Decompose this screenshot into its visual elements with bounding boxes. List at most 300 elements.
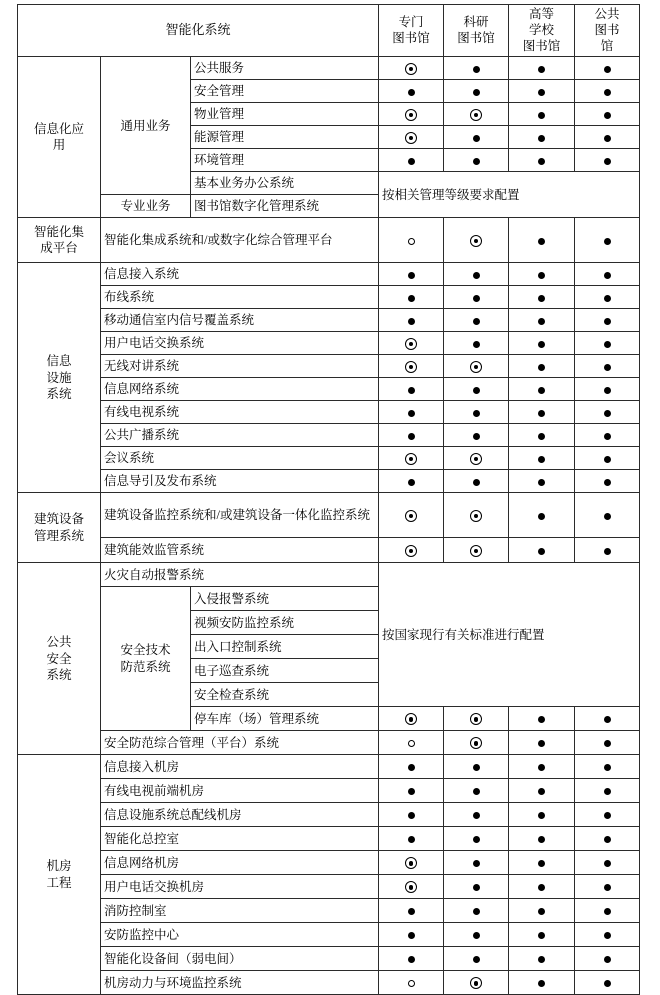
mark-filled-icon bbox=[408, 387, 415, 394]
mark-cell-col1 bbox=[379, 779, 444, 803]
mark-filled-icon bbox=[538, 740, 545, 747]
mark-cell-col2 bbox=[444, 947, 509, 971]
mark-filled-icon bbox=[538, 884, 545, 891]
mark-cell-col2 bbox=[444, 401, 509, 424]
mark-filled-icon bbox=[538, 238, 545, 245]
section-label-info-facility: 信息 设施 系统 bbox=[18, 263, 101, 493]
section-label-informatization: 信息化应 用 bbox=[18, 57, 101, 218]
mark-filled-icon bbox=[538, 341, 545, 348]
section-label-public-security: 公共 安全 系统 bbox=[18, 563, 101, 755]
mark-filled-icon bbox=[408, 295, 415, 302]
mark-dot-circle-icon bbox=[470, 977, 482, 989]
mark-cell-col2 bbox=[444, 355, 509, 378]
table-row bbox=[18, 218, 640, 263]
mark-cell-col3 bbox=[509, 103, 575, 126]
item-label: 会议系统 bbox=[101, 447, 379, 470]
table-row bbox=[18, 424, 640, 447]
header-column-3: 高等 学校 图书馆 bbox=[509, 5, 575, 57]
mark-filled-icon bbox=[604, 66, 611, 73]
mark-filled-icon bbox=[538, 479, 545, 486]
mark-cell-col1 bbox=[379, 447, 444, 470]
mark-hollow-icon bbox=[408, 740, 415, 747]
mark-filled-icon bbox=[538, 387, 545, 394]
section-label-building-equipment: 建筑设备 管理系统 bbox=[18, 493, 101, 563]
table-row bbox=[18, 332, 640, 355]
mark-filled-icon bbox=[604, 884, 611, 891]
mark-cell-col2 bbox=[444, 755, 509, 779]
mark-dot-circle-icon bbox=[470, 109, 482, 121]
mark-cell-col2 bbox=[444, 447, 509, 470]
table-row bbox=[18, 803, 640, 827]
table-row bbox=[18, 493, 640, 538]
mark-cell-col2 bbox=[444, 103, 509, 126]
mark-cell-col2 bbox=[444, 731, 509, 755]
section-label-integration-platform: 智能化集 成平台 bbox=[18, 218, 101, 263]
item-label: 出入口控制系统 bbox=[191, 635, 379, 659]
mark-cell-col2 bbox=[444, 218, 509, 263]
mark-filled-icon bbox=[538, 860, 545, 867]
mark-filled-icon bbox=[473, 764, 480, 771]
mark-cell-col3 bbox=[509, 493, 575, 538]
mark-cell-col1 bbox=[379, 149, 444, 172]
table-header-row bbox=[18, 5, 640, 57]
mark-dot-circle-icon bbox=[405, 857, 417, 869]
table-row bbox=[18, 470, 640, 493]
item-label: 火灾自动报警系统 bbox=[101, 563, 379, 587]
item-label: 信息网络机房 bbox=[101, 851, 379, 875]
mark-hollow-icon bbox=[408, 238, 415, 245]
mark-filled-icon bbox=[604, 788, 611, 795]
mark-cell-col4 bbox=[575, 218, 640, 263]
mark-cell-col1 bbox=[379, 923, 444, 947]
mark-cell-col2 bbox=[444, 57, 509, 80]
mark-dot-circle-icon bbox=[405, 545, 417, 557]
mark-cell-col1 bbox=[379, 707, 444, 731]
table-row bbox=[18, 971, 640, 995]
mark-filled-icon bbox=[473, 135, 480, 142]
item-label: 电子巡查系统 bbox=[191, 659, 379, 683]
header-column-4: 公共 图书 馆 bbox=[575, 5, 640, 57]
mark-filled-icon bbox=[473, 272, 480, 279]
mark-filled-icon bbox=[408, 764, 415, 771]
mark-cell-col3 bbox=[509, 447, 575, 470]
mark-filled-icon bbox=[408, 908, 415, 915]
mark-filled-icon bbox=[604, 238, 611, 245]
mark-cell-col4 bbox=[575, 827, 640, 851]
mark-filled-icon bbox=[538, 158, 545, 165]
item-label: 建筑设备监控系统和/或建筑设备一体化监控系统 bbox=[101, 493, 379, 538]
mark-filled-icon bbox=[473, 479, 480, 486]
mark-cell-col4 bbox=[575, 779, 640, 803]
mark-filled-icon bbox=[473, 908, 480, 915]
mark-filled-icon bbox=[538, 456, 545, 463]
mark-filled-icon bbox=[604, 158, 611, 165]
mark-cell-col1 bbox=[379, 218, 444, 263]
mark-cell-col3 bbox=[509, 80, 575, 103]
table-row bbox=[18, 57, 640, 80]
mark-filled-icon bbox=[604, 387, 611, 394]
mark-cell-col2 bbox=[444, 424, 509, 447]
mark-filled-icon bbox=[408, 479, 415, 486]
item-label: 物业管理 bbox=[191, 103, 379, 126]
mark-filled-icon bbox=[473, 295, 480, 302]
item-label: 安防监控中心 bbox=[101, 923, 379, 947]
mark-cell-col3 bbox=[509, 286, 575, 309]
mark-cell-col2 bbox=[444, 851, 509, 875]
mark-cell-col1 bbox=[379, 126, 444, 149]
item-label: 信息接入机房 bbox=[101, 755, 379, 779]
mark-cell-col3 bbox=[509, 263, 575, 286]
mark-filled-icon bbox=[538, 788, 545, 795]
mark-cell-col4 bbox=[575, 447, 640, 470]
mark-cell-col2 bbox=[444, 126, 509, 149]
mark-cell-col2 bbox=[444, 309, 509, 332]
mark-filled-icon bbox=[604, 956, 611, 963]
item-label: 消防控制室 bbox=[101, 899, 379, 923]
mark-cell-col1 bbox=[379, 731, 444, 755]
mark-cell-col1 bbox=[379, 286, 444, 309]
mark-cell-col2 bbox=[444, 470, 509, 493]
mark-dot-circle-icon bbox=[405, 361, 417, 373]
mark-cell-col2 bbox=[444, 875, 509, 899]
item-label: 有线电视前端机房 bbox=[101, 779, 379, 803]
item-label: 环境管理 bbox=[191, 149, 379, 172]
item-label: 信息接入系统 bbox=[101, 263, 379, 286]
mark-filled-icon bbox=[538, 364, 545, 371]
item-label: 信息网络系统 bbox=[101, 378, 379, 401]
note-management-level: 按相关管理等级要求配置 bbox=[379, 172, 640, 218]
mark-cell-col1 bbox=[379, 875, 444, 899]
mark-cell-col1 bbox=[379, 947, 444, 971]
mark-cell-col3 bbox=[509, 707, 575, 731]
mark-dot-circle-icon bbox=[405, 713, 417, 725]
note-national-standard: 按国家现行有关标准进行配置 bbox=[379, 563, 640, 707]
mark-filled-icon bbox=[538, 410, 545, 417]
mark-cell-col1 bbox=[379, 827, 444, 851]
mark-cell-col1 bbox=[379, 755, 444, 779]
table-row bbox=[18, 875, 640, 899]
mark-filled-icon bbox=[408, 410, 415, 417]
mark-filled-icon bbox=[473, 158, 480, 165]
item-label: 视频安防监控系统 bbox=[191, 611, 379, 635]
mark-cell-col1 bbox=[379, 424, 444, 447]
mark-cell-col1 bbox=[379, 80, 444, 103]
mark-filled-icon bbox=[473, 387, 480, 394]
mark-cell-col2 bbox=[444, 80, 509, 103]
mark-cell-col1 bbox=[379, 355, 444, 378]
mark-filled-icon bbox=[473, 66, 480, 73]
mark-cell-col4 bbox=[575, 57, 640, 80]
mark-cell-col4 bbox=[575, 947, 640, 971]
mark-cell-col4 bbox=[575, 731, 640, 755]
mark-filled-icon bbox=[408, 158, 415, 165]
mark-cell-col4 bbox=[575, 971, 640, 995]
mark-filled-icon bbox=[604, 456, 611, 463]
mark-filled-icon bbox=[538, 716, 545, 723]
mark-cell-col4 bbox=[575, 286, 640, 309]
mark-filled-icon bbox=[538, 66, 545, 73]
table-row bbox=[18, 923, 640, 947]
mark-filled-icon bbox=[604, 740, 611, 747]
mark-filled-icon bbox=[538, 513, 545, 520]
mark-filled-icon bbox=[604, 364, 611, 371]
mark-hollow-icon bbox=[408, 980, 415, 987]
item-label: 智能化集成系统和/或数字化综合管理平台 bbox=[101, 218, 379, 263]
mark-filled-icon bbox=[604, 89, 611, 96]
mark-dot-circle-icon bbox=[470, 361, 482, 373]
item-label: 信息导引及发布系统 bbox=[101, 470, 379, 493]
mark-filled-icon bbox=[604, 980, 611, 987]
mark-filled-icon bbox=[604, 112, 611, 119]
mark-filled-icon bbox=[604, 932, 611, 939]
item-label: 移动通信室内信号覆盖系统 bbox=[101, 309, 379, 332]
mark-cell-col3 bbox=[509, 126, 575, 149]
mark-filled-icon bbox=[538, 908, 545, 915]
mark-filled-icon bbox=[538, 548, 545, 555]
mark-cell-col3 bbox=[509, 803, 575, 827]
mark-filled-icon bbox=[408, 836, 415, 843]
mark-filled-icon bbox=[604, 812, 611, 819]
mark-filled-icon bbox=[604, 341, 611, 348]
mark-filled-icon bbox=[604, 318, 611, 325]
mark-cell-col2 bbox=[444, 923, 509, 947]
table-row bbox=[18, 538, 640, 563]
item-label: 有线电视系统 bbox=[101, 401, 379, 424]
mark-filled-icon bbox=[604, 860, 611, 867]
mark-cell-col2 bbox=[444, 332, 509, 355]
mark-filled-icon bbox=[538, 956, 545, 963]
mark-filled-icon bbox=[473, 884, 480, 891]
mark-dot-circle-icon bbox=[470, 453, 482, 465]
item-label: 用户电话交换机房 bbox=[101, 875, 379, 899]
mark-filled-icon bbox=[408, 956, 415, 963]
table-row bbox=[18, 731, 640, 755]
mark-cell-col1 bbox=[379, 971, 444, 995]
intelligent-system-config-table bbox=[17, 4, 640, 995]
mark-cell-col4 bbox=[575, 755, 640, 779]
mark-cell-col1 bbox=[379, 493, 444, 538]
mark-filled-icon bbox=[538, 932, 545, 939]
mark-cell-col4 bbox=[575, 707, 640, 731]
mark-cell-col2 bbox=[444, 493, 509, 538]
header-column-2: 科研 图书馆 bbox=[444, 5, 509, 57]
item-label: 能源管理 bbox=[191, 126, 379, 149]
mark-cell-col1 bbox=[379, 899, 444, 923]
mark-cell-col2 bbox=[444, 707, 509, 731]
mark-dot-circle-icon bbox=[470, 713, 482, 725]
mark-filled-icon bbox=[408, 89, 415, 96]
mark-cell-col2 bbox=[444, 538, 509, 563]
table-row bbox=[18, 401, 640, 424]
header-title: 智能化系统 bbox=[18, 5, 379, 57]
mark-filled-icon bbox=[604, 513, 611, 520]
mark-filled-icon bbox=[473, 956, 480, 963]
table-row bbox=[18, 355, 640, 378]
table-row bbox=[18, 827, 640, 851]
mark-filled-icon bbox=[538, 89, 545, 96]
mark-filled-icon bbox=[538, 836, 545, 843]
mark-cell-col1 bbox=[379, 57, 444, 80]
item-label: 无线对讲系统 bbox=[101, 355, 379, 378]
mark-cell-col4 bbox=[575, 538, 640, 563]
mark-cell-col4 bbox=[575, 803, 640, 827]
table-body bbox=[18, 5, 640, 995]
mark-filled-icon bbox=[604, 764, 611, 771]
mark-filled-icon bbox=[473, 318, 480, 325]
mark-cell-col1 bbox=[379, 470, 444, 493]
table-row bbox=[18, 851, 640, 875]
mark-cell-col2 bbox=[444, 286, 509, 309]
mark-dot-circle-icon bbox=[405, 510, 417, 522]
mark-cell-col4 bbox=[575, 126, 640, 149]
mark-filled-icon bbox=[538, 112, 545, 119]
item-label: 入侵报警系统 bbox=[191, 587, 379, 611]
mark-cell-col1 bbox=[379, 803, 444, 827]
subgroup-label-general-business: 通用业务 bbox=[101, 57, 191, 195]
mark-dot-circle-icon bbox=[405, 109, 417, 121]
item-label: 安全管理 bbox=[191, 80, 379, 103]
table-row bbox=[18, 779, 640, 803]
item-label: 用户电话交换系统 bbox=[101, 332, 379, 355]
table-row bbox=[18, 899, 640, 923]
mark-cell-col1 bbox=[379, 332, 444, 355]
mark-filled-icon bbox=[604, 433, 611, 440]
mark-cell-col4 bbox=[575, 80, 640, 103]
mark-cell-col1 bbox=[379, 378, 444, 401]
mark-filled-icon bbox=[473, 410, 480, 417]
mark-filled-icon bbox=[473, 812, 480, 819]
mark-filled-icon bbox=[408, 318, 415, 325]
mark-cell-col2 bbox=[444, 827, 509, 851]
mark-filled-icon bbox=[538, 812, 545, 819]
mark-filled-icon bbox=[473, 788, 480, 795]
section-label-machine-room: 机房 工程 bbox=[18, 755, 101, 995]
table-row bbox=[18, 447, 640, 470]
item-label: 安全防范综合管理（平台）系统 bbox=[101, 731, 379, 755]
mark-cell-col3 bbox=[509, 947, 575, 971]
table-row bbox=[18, 286, 640, 309]
mark-cell-col1 bbox=[379, 309, 444, 332]
mark-filled-icon bbox=[604, 479, 611, 486]
mark-cell-col3 bbox=[509, 57, 575, 80]
mark-cell-col2 bbox=[444, 378, 509, 401]
mark-cell-col4 bbox=[575, 424, 640, 447]
mark-filled-icon bbox=[604, 272, 611, 279]
mark-filled-icon bbox=[408, 272, 415, 279]
table-row bbox=[18, 378, 640, 401]
mark-cell-col3 bbox=[509, 755, 575, 779]
mark-filled-icon bbox=[408, 433, 415, 440]
mark-filled-icon bbox=[473, 932, 480, 939]
item-label: 停车库（场）管理系统 bbox=[191, 707, 379, 731]
mark-cell-col3 bbox=[509, 401, 575, 424]
mark-filled-icon bbox=[538, 295, 545, 302]
mark-filled-icon bbox=[538, 764, 545, 771]
mark-filled-icon bbox=[538, 980, 545, 987]
mark-cell-col1 bbox=[379, 401, 444, 424]
mark-filled-icon bbox=[604, 548, 611, 555]
mark-cell-col3 bbox=[509, 378, 575, 401]
mark-cell-col4 bbox=[575, 149, 640, 172]
mark-cell-col4 bbox=[575, 401, 640, 424]
mark-cell-col2 bbox=[444, 899, 509, 923]
mark-dot-circle-icon bbox=[405, 132, 417, 144]
mark-cell-col3 bbox=[509, 875, 575, 899]
mark-filled-icon bbox=[604, 836, 611, 843]
mark-filled-icon bbox=[473, 433, 480, 440]
item-label: 公共服务 bbox=[191, 57, 379, 80]
mark-cell-col3 bbox=[509, 538, 575, 563]
mark-cell-col4 bbox=[575, 378, 640, 401]
table-row bbox=[18, 263, 640, 286]
mark-cell-col3 bbox=[509, 424, 575, 447]
mark-cell-col4 bbox=[575, 470, 640, 493]
mark-filled-icon bbox=[473, 341, 480, 348]
mark-cell-col3 bbox=[509, 470, 575, 493]
mark-filled-icon bbox=[538, 433, 545, 440]
mark-dot-circle-icon bbox=[470, 545, 482, 557]
mark-dot-circle-icon bbox=[470, 510, 482, 522]
subgroup-label-security-tech: 安全技术 防范系统 bbox=[101, 587, 191, 731]
mark-cell-col4 bbox=[575, 103, 640, 126]
mark-cell-col1 bbox=[379, 103, 444, 126]
mark-cell-col4 bbox=[575, 899, 640, 923]
mark-cell-col4 bbox=[575, 875, 640, 899]
mark-filled-icon bbox=[538, 135, 545, 142]
mark-cell-col4 bbox=[575, 493, 640, 538]
mark-cell-col3 bbox=[509, 218, 575, 263]
item-label: 建筑能效监管系统 bbox=[101, 538, 379, 563]
item-label: 安全检查系统 bbox=[191, 683, 379, 707]
mark-filled-icon bbox=[604, 295, 611, 302]
mark-filled-icon bbox=[538, 318, 545, 325]
mark-filled-icon bbox=[604, 135, 611, 142]
mark-filled-icon bbox=[473, 89, 480, 96]
mark-cell-col4 bbox=[575, 332, 640, 355]
mark-filled-icon bbox=[604, 410, 611, 417]
table-row bbox=[18, 309, 640, 332]
mark-cell-col3 bbox=[509, 827, 575, 851]
item-label: 公共广播系统 bbox=[101, 424, 379, 447]
table-row bbox=[18, 947, 640, 971]
mark-cell-col4 bbox=[575, 263, 640, 286]
mark-dot-circle-icon bbox=[405, 453, 417, 465]
table-row bbox=[18, 755, 640, 779]
item-label: 智能化设备间（弱电间） bbox=[101, 947, 379, 971]
subgroup-label-professional-business: 专业业务 bbox=[101, 195, 191, 218]
mark-dot-circle-icon bbox=[405, 63, 417, 75]
mark-filled-icon bbox=[538, 272, 545, 279]
mark-cell-col2 bbox=[444, 779, 509, 803]
item-label: 信息设施系统总配线机房 bbox=[101, 803, 379, 827]
mark-cell-col4 bbox=[575, 851, 640, 875]
item-label: 机房动力与环境监控系统 bbox=[101, 971, 379, 995]
item-label: 基本业务办公系统 bbox=[191, 172, 379, 195]
mark-filled-icon bbox=[604, 908, 611, 915]
mark-cell-col4 bbox=[575, 355, 640, 378]
mark-dot-circle-icon bbox=[405, 338, 417, 350]
mark-cell-col3 bbox=[509, 731, 575, 755]
item-label: 图书馆数字化管理系统 bbox=[191, 195, 379, 218]
table-row bbox=[18, 563, 640, 587]
mark-cell-col3 bbox=[509, 332, 575, 355]
mark-dot-circle-icon bbox=[470, 737, 482, 749]
mark-filled-icon bbox=[473, 836, 480, 843]
item-label: 智能化总控室 bbox=[101, 827, 379, 851]
mark-cell-col1 bbox=[379, 538, 444, 563]
mark-cell-col3 bbox=[509, 355, 575, 378]
mark-cell-col4 bbox=[575, 923, 640, 947]
